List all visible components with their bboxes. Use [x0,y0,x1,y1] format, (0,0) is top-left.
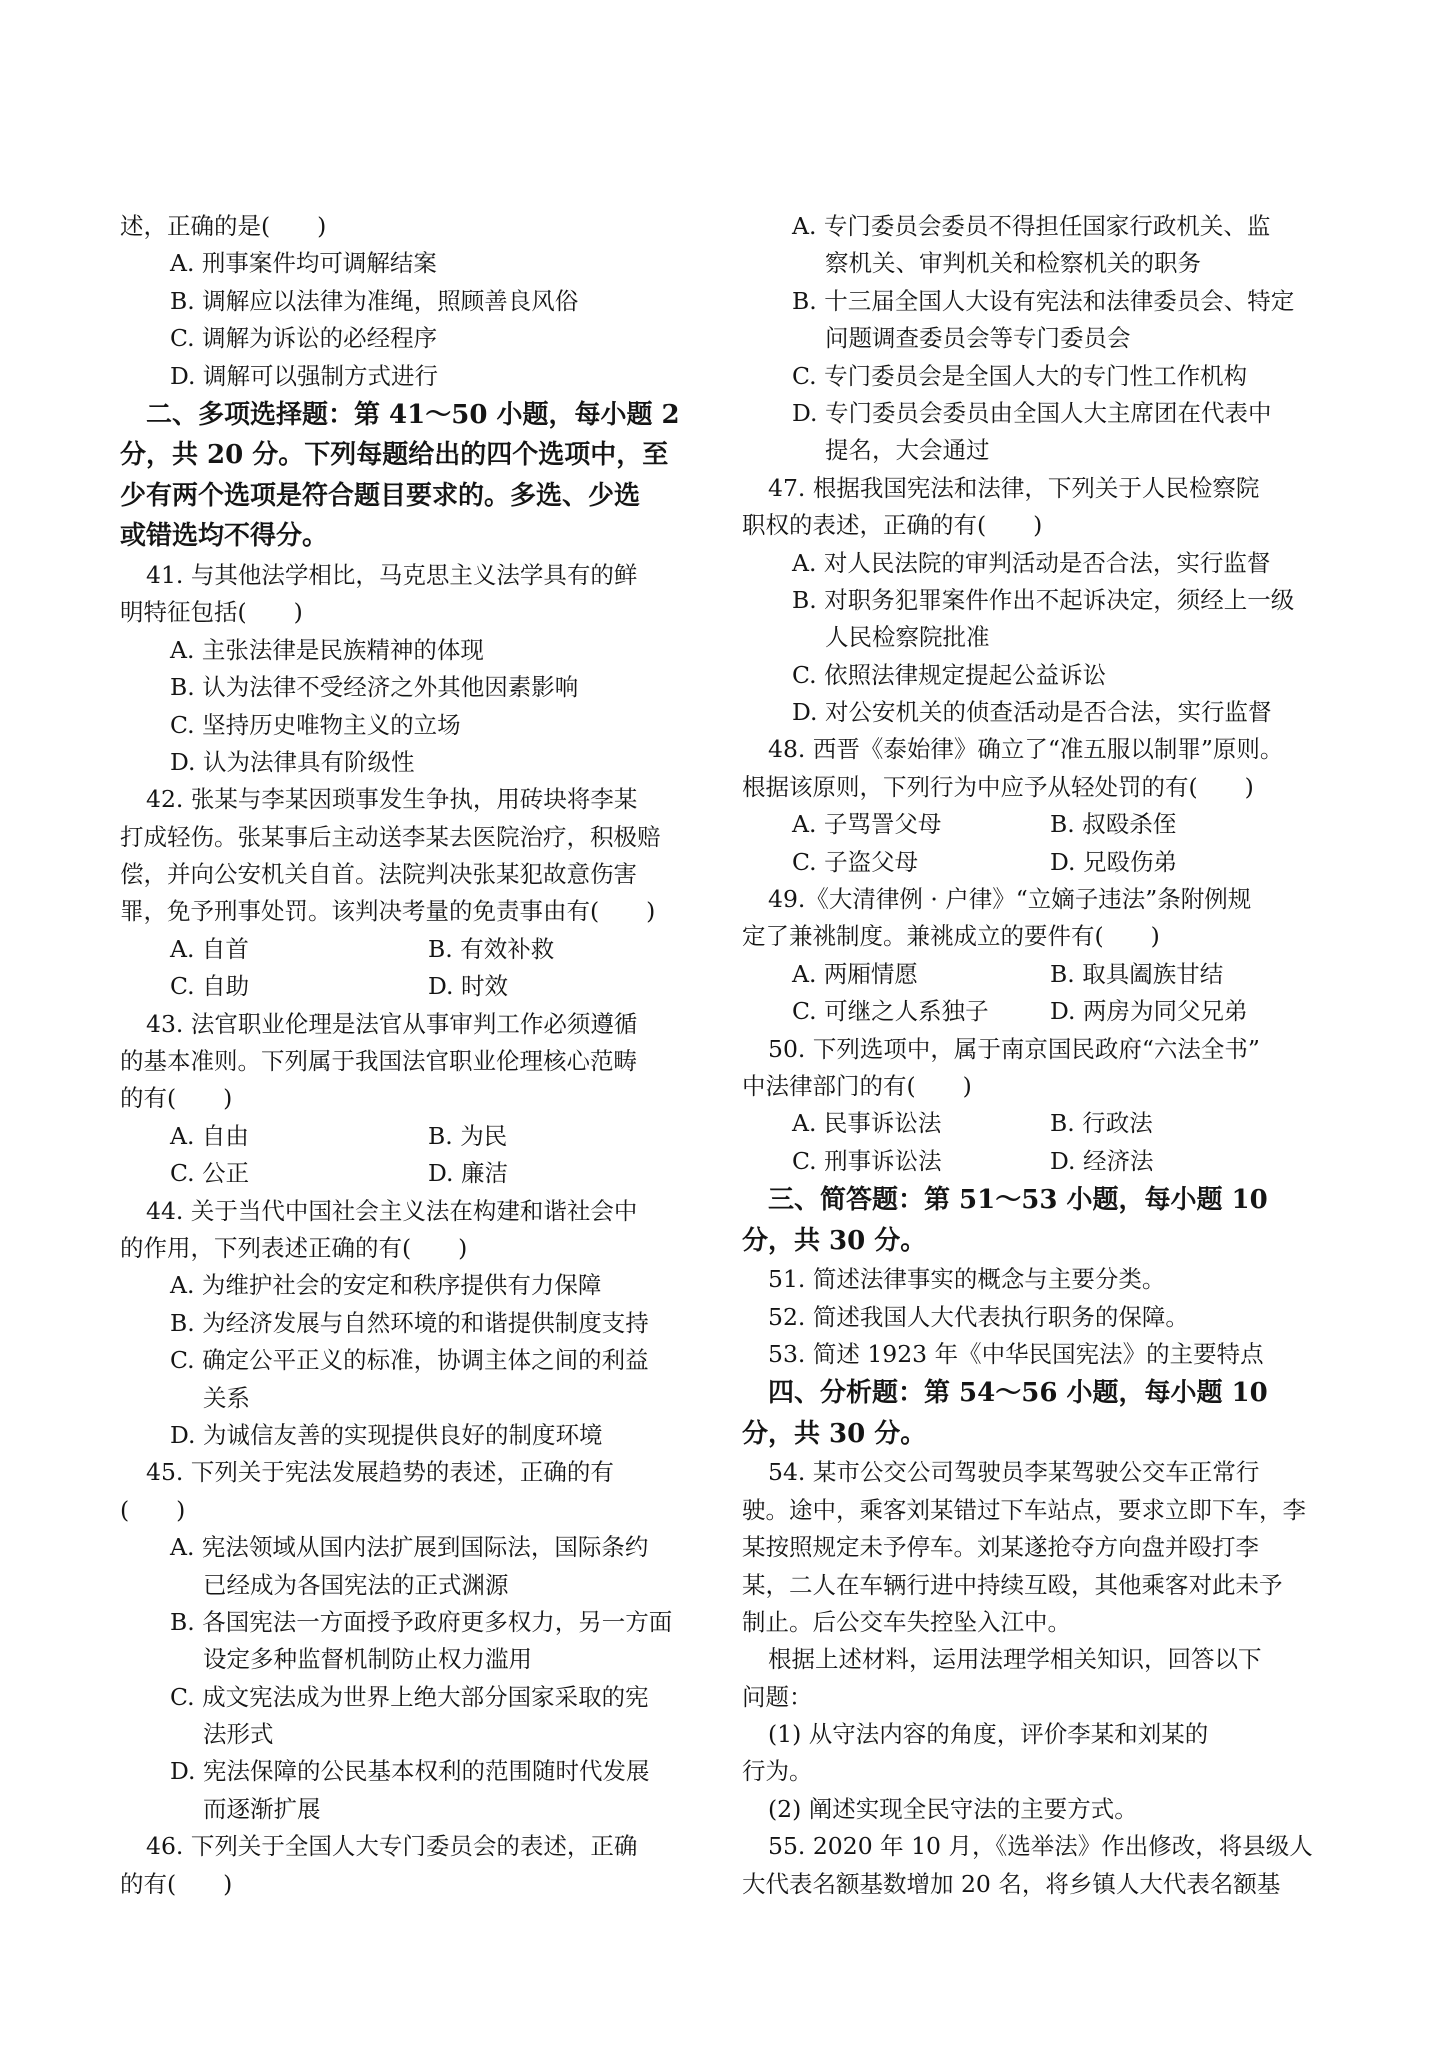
text-line: A. 专门委员会委员不得担任国家行政机关、监 [792,212,1271,240]
text-line: D. 宪法保障的公民基本权利的范围随时代发展 [170,1757,650,1786]
option-pair-line [120,968,706,1005]
text-line: 法形式 [203,1720,274,1749]
text-line: B. 各国宪法一方面授予政府更多权力，另一方面 [170,1607,673,1636]
option-pair-line [742,1143,1328,1180]
option-text: D. 兄殴伤弟 [1050,847,1177,876]
text-line: 问题调查委员会等专门委员会 [825,324,1131,353]
text-line: 驶。途中，乘客刘某错过下车站点，要求立即下车，李 [742,1495,1306,1524]
text-line: 51. 简述法律事实的概念与主要分类。 [768,1265,1166,1294]
text-line: 48. 西晋《泰始律》确立了“准五服以制罪”原则。 [768,735,1284,764]
text-line: D. 专门委员会委员由全国人大主席团在代表中 [792,398,1272,427]
option-pair-line [742,806,1328,843]
text-line: 关系 [203,1383,250,1412]
section-heading-line: 分，共 30 分。 [742,1225,927,1256]
text-line: 根据该原则，下列行为中应予从轻处罚的有( ) [742,772,1254,801]
option-text: C. 子盗父母 [792,847,919,876]
text-line: C. 专门委员会是全国人大的专门性工作机构 [792,361,1248,390]
text-line: 55. 2020 年 10 月，《选举法》作出修改，将县级人 [768,1832,1313,1861]
section-heading-line: 少有两个选项是符合题目要求的。多选、少选 [120,480,641,511]
text-line: 50. 下列选项中，属于南京国民政府“六法全书” [768,1034,1260,1063]
section-heading-line: 分，共 20 分。下列每题给出的四个选项中，至 [120,440,669,471]
text-line: B. 调解应以法律为准绳，照顾善良风俗 [170,286,579,315]
text-line: 42. 张某与李某因琐事发生争执，用砖块将李某 [146,785,638,814]
option-text: B. 有效补救 [428,934,555,963]
text-line: 打成轻伤。张某事后主动送李某去医院治疗，积极赔 [120,822,661,851]
option-text: C. 自助 [170,972,250,1001]
text-line: C. 成文宪法成为世界上绝大部分国家采取的宪 [170,1682,649,1711]
option-text: C. 刑事诉讼法 [792,1146,942,1175]
option-text: D. 廉洁 [428,1159,508,1188]
text-line: 行为。 [742,1757,813,1786]
text-line: C. 调解为诉讼的必经程序 [170,324,438,353]
text-line: 某按照规定未予停车。刘某遂抢夺方向盘并殴打李 [742,1533,1259,1562]
option-pair-line [742,844,1328,881]
text-line: 44. 关于当代中国社会主义法在构建和谐社会中 [146,1196,638,1225]
text-line: 提名，大会通过 [825,436,990,465]
text-line: 46. 下列关于全国人大专门委员会的表述，正确 [146,1832,638,1861]
text-line: ( ) [120,1495,186,1524]
option-text: D. 经济法 [1050,1146,1154,1175]
text-line: 职权的表述，正确的有( ) [742,511,1043,540]
option-text: B. 行政法 [1050,1109,1153,1138]
text-line: 已经成为各国宪法的正式渊源 [203,1570,509,1599]
option-pair-line [742,1105,1328,1142]
text-line: 设定多种监督机制防止权力滥用 [203,1645,532,1674]
text-line: A. 为维护社会的安定和秩序提供有力保障 [170,1271,602,1300]
option-text: A. 民事诉讼法 [792,1109,942,1138]
text-line: 49.《大清律例 · 户律》“立嫡子违法”条附例规 [768,885,1252,914]
text-line: B. 对职务犯罪案件作出不起诉决定，须经上一级 [792,585,1295,614]
text-line: 问题： [742,1682,813,1711]
text-line: D. 对公安机关的侦查活动是否合法，实行监督 [792,698,1272,727]
text-line: 人民检察院批准 [825,623,990,652]
option-text: A. 两厢情愿 [792,959,918,988]
option-pair-line [120,1155,706,1192]
section-heading-line: 四、分析题：第 54～56 小题，每小题 10 [768,1378,1268,1409]
text-line: 47. 根据我国宪法和法律，下列关于人民检察院 [768,473,1260,502]
option-text: D. 时效 [428,972,508,1001]
option-pair-line [120,1118,706,1155]
option-text: B. 取具阖族甘结 [1050,959,1224,988]
option-text: C. 公正 [170,1159,250,1188]
option-text: A. 自由 [170,1121,249,1150]
text-line: 的有( ) [120,1869,233,1898]
text-line: 罪，免予刑事处罚。该判决考量的免责事由有( ) [120,897,656,926]
text-line: B. 为经济发展与自然环境的和谐提供制度支持 [170,1308,649,1337]
right-column [742,208,1328,1903]
text-line: 察机关、审判机关和检察机关的职务 [825,249,1201,278]
text-line: 53. 简述 1923 年《中华民国宪法》的主要特点 [768,1339,1264,1368]
text-line: 41. 与其他法学相比，马克思主义法学具有的鲜 [146,560,638,589]
text-line: D. 调解可以强制方式进行 [170,361,438,390]
option-text: B. 叔殴杀侄 [1050,810,1177,839]
text-line: B. 十三届全国人大设有宪法和法律委员会、特定 [792,286,1295,315]
text-line: 偿，并向公安机关自首。法院判决张某犯故意伤害 [120,860,637,889]
text-line: D. 认为法律具有阶级性 [170,747,415,776]
text-line: 明特征包括( ) [120,598,303,627]
text-line: A. 主张法律是民族精神的体现 [170,635,484,664]
text-line: 根据上述材料，运用法理学相关知识，回答以下 [768,1645,1262,1674]
text-line: A. 宪法领域从国内法扩展到国际法，国际条约 [170,1533,649,1562]
text-line: (1) 从守法内容的角度，评价李某和刘某的 [768,1720,1209,1749]
section-heading-line: 或错选均不得分。 [120,521,329,552]
text-line: D. 为诚信友善的实现提供良好的制度环境 [170,1420,603,1449]
section-heading-line: 分，共 30 分。 [742,1418,927,1449]
text-line: (2) 阐述实现全民守法的主要方式。 [768,1794,1138,1823]
option-text: A. 子骂詈父母 [792,810,942,839]
option-pair-line [742,993,1328,1030]
text-line: 43. 法官职业伦理是法官从事审判工作必须遵循 [146,1009,638,1038]
option-pair-line [742,956,1328,993]
text-line: 52. 简述我国人大代表执行职务的保障。 [768,1302,1189,1331]
text-line: 的基本准则。下列属于我国法官职业伦理核心范畴 [120,1047,637,1076]
option-text: D. 两房为同父兄弟 [1050,997,1248,1026]
option-text: C. 可继之人系独子 [792,997,989,1026]
text-line: A. 对人民法院的审判活动是否合法，实行监督 [792,548,1271,577]
text-line: C. 坚持历史唯物主义的立场 [170,710,461,739]
text-line: 述，正确的是( ) [120,212,327,240]
text-line: C. 确定公平正义的标准，协调主体之间的利益 [170,1346,649,1375]
text-line: 的作用，下列表述正确的有( ) [120,1233,468,1262]
text-line: 某，二人在车辆行进中持续互殴，其他乘客对此未予 [742,1570,1283,1599]
section-heading-line: 三、简答题：第 51～53 小题，每小题 10 [768,1185,1268,1216]
text-line: 大代表名额基数增加 20 名，将乡镇人大代表名额基 [742,1869,1281,1898]
text-line: 定了兼祧制度。兼祧成立的要件有( ) [742,922,1160,951]
text-line: A. 刑事案件均可调解结案 [170,249,437,278]
text-line: 的有( ) [120,1084,233,1113]
option-text: B. 为民 [428,1121,508,1150]
text-line: 制止。后公交车失控坠入江中。 [742,1607,1071,1636]
left-column [120,208,706,1903]
text-line: 中法律部门的有( ) [742,1071,972,1100]
text-line: 54. 某市公交公司驾驶员李某驾驶公交车正常行 [768,1458,1260,1487]
option-text: A. 自首 [170,934,249,963]
option-pair-line [120,931,706,968]
text-line: 而逐渐扩展 [203,1794,321,1823]
text-line: 45. 下列关于宪法发展趋势的表述，正确的有 [146,1458,614,1487]
section-heading-line: 二、多项选择题：第 41～50 小题，每小题 2 [146,399,680,430]
text-line: B. 认为法律不受经济之外其他因素影响 [170,673,579,702]
text-line: C. 依照法律规定提起公益诉讼 [792,660,1107,689]
